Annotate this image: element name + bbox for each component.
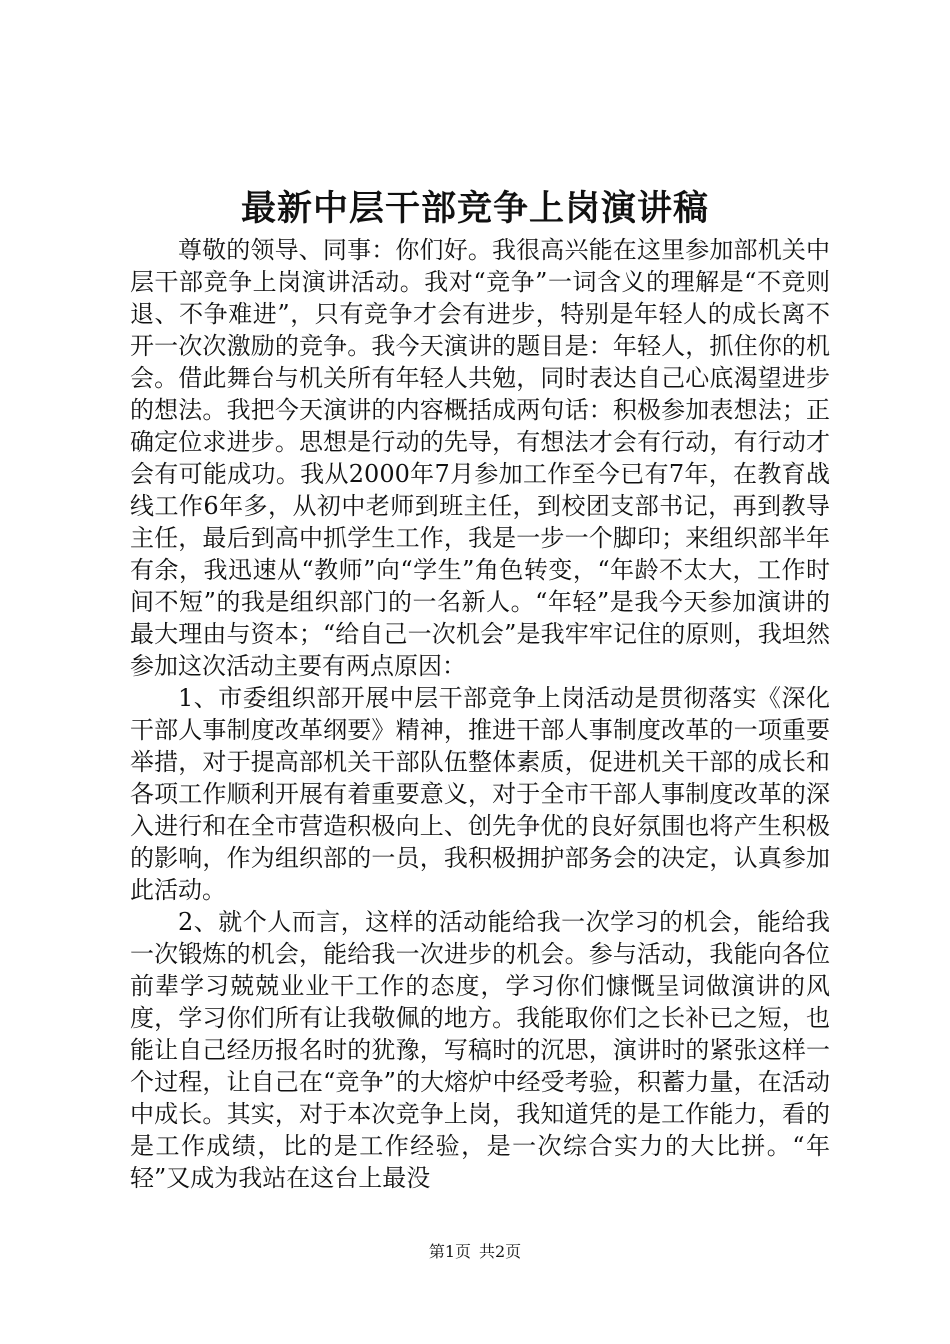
paragraph-intro: 尊敬的领导、同事：你们好。我很高兴能在这里参加部机关中层干部竞争上岗演讲活动。我对“竞争”一词含义的理解是“不竞则退、不争难进”，只有竞争才会有进步，特别是年轻人的成长离不开一次次激励的竞争。我今天演讲的题目是：年轻人，抓住你的机会。借此舞台与机关所有年轻人共勉，同时表达自己心底渴望进步的想法。我把今天演讲的内容概括成两句话：积极参加表想法；正确定位求进步。思想是行动的先导，有想法才会有行动，有行动才会有可能成功。我从2000年7月参加工作至今已有7年，在教育战线工作6年多，从初中老师到班主任，到校团支部书记，再到教导主任，最后到高中抓学生工作，我是一步一个脚印；来组织部半年有余，我迅速从“教师”向“学生”角色转变，“年龄不太大，工作时间不短”的我是组织部门的一名新人。“年轻”是我今天参加演讲的最大理由与资本；“给自己一次机会”是我牢牢记住的原则，我坦然参加这次活动主要有两点原因：: [130, 236, 830, 680]
page-total: 共2页: [479, 1242, 522, 1261]
document-title: 最新中层干部竞争上岗演讲稿: [240, 188, 709, 229]
page-number: 第1页: [428, 1242, 471, 1261]
paragraph-reason-1: 1、市委组织部开展中层干部竞争上岗活动是贯彻落实《深化干部人事制度改革纲要》精神，推进干部人事制度改革的一项重要举措，对于提高部机关干部队伍整体素质，促进机关干部的成长和各项工作顺利开展有着重要意义，对于全市干部人事制度改革的深入进行和在全市营造积极向上、创先争优的良好氛围也将产生积极的影响，作为组织部的一员，我积极拥护部务会的决定，认真参加此活动。: [130, 684, 830, 904]
page-footer: [0, 1241, 950, 1263]
document-body: [130, 234, 830, 1194]
paragraph-reason-2: 2、就个人而言，这样的活动能给我一次学习的机会，能给我一次锻炼的机会，能给我一次进步的机会。参与活动，我能向各位前辈学习兢兢业业干工作的态度，学习你们慷慨呈词做演讲的风度，学习你们所有让我敬佩的地方。我能取你们之长补已之短，也能让自己经历报名时的犹豫，写稿时的沉思，演讲时的紧张这样一个过程，让自己在“竞争”的大熔炉中经受考验，积蓄力量，在活动中成长。其实，对于本次竞争上岗，我知道凭的是工作能力，看的是工作成绩，比的是工作经验，是一次综合实力的大比拼。“年轻”又成为我站在这台上最没: [130, 908, 830, 1192]
